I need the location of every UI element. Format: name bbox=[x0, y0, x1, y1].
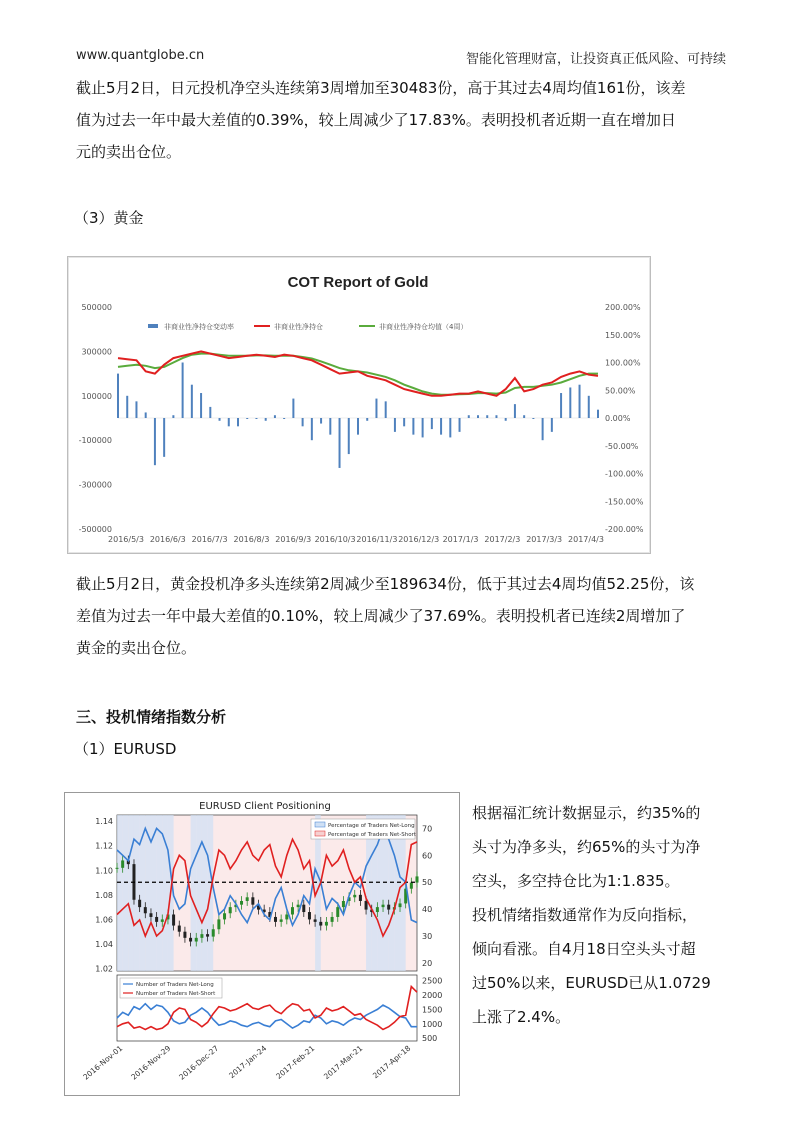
gold-cot-chart bbox=[67, 256, 651, 554]
price-candle bbox=[183, 932, 186, 938]
bar-mark bbox=[255, 418, 257, 419]
bar-mark bbox=[274, 415, 276, 418]
x-tick: 2016-Nov-01 bbox=[81, 1043, 125, 1082]
price-candle bbox=[116, 868, 119, 869]
price-candle bbox=[365, 901, 368, 910]
x-tick: 2017/2/3 bbox=[484, 535, 521, 544]
price-candle bbox=[336, 907, 339, 917]
bar-mark bbox=[357, 418, 359, 435]
long-band bbox=[117, 815, 123, 971]
price-candle bbox=[387, 905, 390, 910]
price-candle bbox=[161, 919, 164, 921]
net-position-line bbox=[118, 351, 598, 395]
pct-tick: 20 bbox=[422, 958, 433, 968]
price-candle bbox=[246, 897, 249, 901]
count-tick: 1500 bbox=[422, 1005, 443, 1015]
x-tick: 2016-Dec-27 bbox=[177, 1043, 221, 1082]
eurusd-chart-svg bbox=[65, 793, 459, 1095]
price-candle bbox=[240, 901, 243, 905]
pct-tick: 40 bbox=[422, 905, 433, 915]
price-candle bbox=[149, 913, 152, 917]
bar-mark bbox=[154, 418, 156, 465]
gold-chart-svg bbox=[68, 257, 648, 551]
gold-line-3: 黄金的卖出仓位。 bbox=[76, 639, 197, 657]
legend-label: Number of Traders Net-Long bbox=[136, 982, 214, 988]
yen-line-1: 截止5月2日，日元投机净空头连续第3周增加至30483份，高于其过去4周均值161份，该差 bbox=[76, 79, 686, 97]
legend-label: 非商业性净持仓 bbox=[274, 323, 323, 331]
price-candle bbox=[353, 895, 356, 897]
price-candle bbox=[410, 883, 413, 889]
bar-mark bbox=[385, 401, 387, 418]
bar-mark bbox=[569, 387, 571, 418]
gold-line-1: 截止5月2日，黄金投机净多头连续第2周减少至189634份，低于其过去4周均值52.25份，该 bbox=[76, 575, 695, 593]
bar-mark bbox=[422, 418, 424, 437]
legend-label: Percentage of Traders Net-Short bbox=[328, 832, 417, 838]
y-right-tick: -200.00% bbox=[605, 525, 644, 534]
bar-mark bbox=[597, 410, 599, 418]
x-tick: 2016/11/3 bbox=[356, 535, 398, 544]
price-candle bbox=[297, 905, 300, 907]
legend-label: 非商业性净持仓变动率 bbox=[164, 323, 234, 331]
price-candle bbox=[359, 895, 362, 901]
bar-mark bbox=[283, 418, 285, 419]
price-candle bbox=[155, 917, 158, 922]
y-right-tick: -50.00% bbox=[605, 441, 639, 451]
eurusd-line-1: 根据福汇统计数据显示，约35%的 bbox=[472, 804, 701, 822]
bar-mark bbox=[366, 418, 368, 421]
price-candle bbox=[308, 912, 311, 919]
y-right-tick: -150.00% bbox=[605, 497, 644, 507]
bar-mark bbox=[237, 418, 239, 426]
eurusd-line-6: 过50%以来，EURUSD已从1.0729 bbox=[472, 974, 711, 992]
eurusd-line-3: 空头，多空持仓比为1:1.835。 bbox=[472, 872, 680, 890]
bar-mark bbox=[145, 412, 147, 418]
section-3-heading: 三、投机情绪指数分析 bbox=[76, 708, 227, 726]
price-candle bbox=[399, 903, 402, 907]
x-tick: 2017-Jan-24 bbox=[227, 1043, 269, 1081]
price-candle bbox=[382, 905, 385, 907]
yen-line-2: 值为过去一年中最大差值的0.39%，较上周减少了17.83%。表明投机者近期一直在增加日 bbox=[76, 111, 676, 129]
price-candle bbox=[138, 900, 141, 907]
price-tick: 1.04 bbox=[95, 939, 113, 949]
price-candle bbox=[314, 919, 317, 921]
bar-mark bbox=[182, 363, 184, 419]
bar-mark bbox=[514, 404, 516, 418]
price-candle bbox=[319, 922, 322, 926]
price-candle bbox=[342, 901, 345, 907]
bar-mark bbox=[403, 418, 405, 426]
count-tick: 500 bbox=[422, 1034, 438, 1044]
price-candle bbox=[376, 907, 379, 912]
bar-mark bbox=[588, 396, 590, 418]
bar-mark bbox=[302, 418, 304, 426]
bar-mark bbox=[486, 415, 488, 418]
bar-mark bbox=[468, 415, 470, 418]
price-candle bbox=[200, 934, 203, 938]
bar-mark bbox=[477, 415, 479, 418]
x-tick: 2017-Mar-21 bbox=[321, 1043, 365, 1082]
pct-tick: 50 bbox=[422, 878, 433, 888]
x-tick: 2016/12/3 bbox=[398, 535, 440, 544]
long-band bbox=[123, 815, 129, 971]
pct-tick: 30 bbox=[422, 932, 433, 942]
bar-mark bbox=[532, 418, 534, 419]
x-tick: 2017-Apr-18 bbox=[370, 1043, 413, 1081]
y-left-tick: -100000 bbox=[78, 436, 112, 446]
long-band bbox=[157, 815, 163, 971]
bar-mark bbox=[126, 396, 128, 418]
chart-title: COT Report of Gold bbox=[287, 274, 429, 291]
eurusd-line-5: 倾向看涨。自4月18日空头头寸超 bbox=[472, 940, 696, 958]
bar-mark bbox=[339, 418, 341, 468]
site-url[interactable]: www.quantglobe.cn bbox=[76, 48, 205, 63]
x-tick: 2016/6/3 bbox=[149, 535, 186, 544]
bar-mark bbox=[505, 418, 507, 421]
bar-mark bbox=[292, 399, 294, 418]
price-candle bbox=[212, 929, 215, 936]
bar-mark bbox=[135, 401, 137, 418]
x-tick: 2017/4/3 bbox=[568, 535, 604, 544]
x-tick: 2016/10/3 bbox=[314, 535, 356, 544]
price-candle bbox=[178, 926, 181, 932]
y-right-tick: -100.00% bbox=[605, 469, 644, 479]
legend-swatch bbox=[315, 822, 325, 827]
price-candle bbox=[195, 938, 198, 942]
eurusd-line-2: 头寸为净多头，约65%的头寸为净 bbox=[472, 838, 701, 856]
x-tick: 2017/1/3 bbox=[442, 535, 479, 544]
bar-mark bbox=[431, 418, 433, 429]
price-candle bbox=[274, 917, 277, 922]
count-tick: 2500 bbox=[422, 976, 443, 986]
legend-swatch bbox=[148, 324, 158, 328]
legend-label: 非商业性净持仓均值（4周） bbox=[379, 323, 468, 331]
bar-mark bbox=[163, 418, 165, 457]
bar-mark bbox=[542, 418, 544, 440]
price-candle bbox=[251, 897, 254, 904]
price-candle bbox=[280, 919, 283, 921]
long-band bbox=[202, 815, 208, 971]
y-left-tick: 500000 bbox=[81, 303, 112, 312]
bar-mark bbox=[579, 385, 581, 418]
price-candle bbox=[285, 914, 288, 919]
eurusd-line-4: 投机情绪指数通常作为反向指标， bbox=[472, 906, 698, 924]
x-tick: 2016/7/3 bbox=[191, 535, 228, 544]
pct-tick: 60 bbox=[422, 851, 433, 861]
price-candle bbox=[172, 914, 175, 925]
eurusd-positioning-chart bbox=[64, 792, 460, 1096]
price-candle bbox=[223, 913, 226, 919]
price-candle bbox=[229, 907, 232, 913]
x-tick: 2016/5/3 bbox=[108, 535, 144, 544]
long-band bbox=[196, 815, 202, 971]
bar-mark bbox=[311, 418, 313, 440]
bar-mark bbox=[228, 418, 230, 426]
bar-mark bbox=[440, 418, 442, 435]
yen-line-3: 元的卖出仓位。 bbox=[76, 143, 182, 161]
bar-mark bbox=[200, 393, 202, 418]
pct-tick: 70 bbox=[422, 824, 433, 834]
x-tick: 2017-Feb-21 bbox=[274, 1043, 317, 1081]
long-band bbox=[191, 815, 197, 971]
bar-mark bbox=[375, 399, 377, 418]
price-tick: 1.06 bbox=[95, 915, 113, 925]
bar-mark bbox=[191, 385, 193, 418]
x-tick: 2017/3/3 bbox=[526, 535, 563, 544]
bar-mark bbox=[348, 418, 350, 454]
bar-mark bbox=[117, 374, 119, 418]
y-left-tick: 100000 bbox=[81, 391, 112, 401]
y-right-tick: 150.00% bbox=[605, 330, 641, 340]
avg-line bbox=[118, 354, 598, 395]
bar-mark bbox=[523, 415, 525, 418]
count-tick: 1000 bbox=[422, 1019, 443, 1029]
bar-mark bbox=[246, 418, 248, 419]
legend-label: Number of Traders Net-Short bbox=[136, 991, 216, 997]
legend-swatch bbox=[315, 831, 325, 836]
price-candle bbox=[302, 905, 305, 912]
bar-mark bbox=[412, 418, 414, 435]
count-tick: 2000 bbox=[422, 991, 443, 1001]
bar-mark bbox=[449, 418, 451, 437]
bar-mark bbox=[209, 407, 211, 418]
eurusd-heading: （1）EURUSD bbox=[74, 740, 177, 758]
price-tick: 1.14 bbox=[95, 817, 113, 827]
price-tick: 1.02 bbox=[95, 964, 113, 974]
gold-line-2: 差值为过去一年中最大差值的0.10%，较上周减少了37.69%。表明投机者已连续2周增加了 bbox=[76, 607, 686, 625]
y-left-tick: -500000 bbox=[78, 525, 112, 534]
bar-mark bbox=[219, 418, 221, 421]
x-tick: 2016/9/3 bbox=[275, 535, 312, 544]
bar-mark bbox=[495, 415, 497, 418]
legend-label: Percentage of Traders Net-Long bbox=[328, 823, 415, 829]
gold-paragraph bbox=[76, 568, 726, 664]
price-candle bbox=[291, 907, 294, 914]
price-candle bbox=[325, 922, 328, 926]
price-candle bbox=[416, 876, 419, 882]
price-tick: 1.12 bbox=[95, 841, 113, 851]
bar-mark bbox=[551, 418, 553, 432]
price-candle bbox=[206, 934, 209, 936]
gold-heading: （3）黄金 bbox=[74, 209, 144, 227]
price-candle bbox=[217, 919, 220, 929]
bar-mark bbox=[265, 418, 267, 421]
y-right-tick: 50.00% bbox=[605, 386, 636, 396]
x-tick: 2016-Nov-29 bbox=[129, 1043, 173, 1082]
price-candle bbox=[189, 938, 192, 942]
y-left-tick: 300000 bbox=[81, 347, 112, 357]
y-right-tick: 0.00% bbox=[605, 414, 631, 423]
price-tick: 1.10 bbox=[95, 866, 113, 876]
chart-title: EURUSD Client Positioning bbox=[199, 801, 331, 812]
price-tick: 1.08 bbox=[95, 890, 113, 900]
y-right-tick: 100.00% bbox=[605, 358, 641, 368]
price-candle bbox=[331, 917, 334, 922]
y-left-tick: -300000 bbox=[78, 480, 112, 490]
price-candle bbox=[121, 860, 124, 867]
bar-mark bbox=[329, 418, 331, 435]
bar-mark bbox=[172, 415, 174, 418]
eurusd-commentary bbox=[472, 796, 732, 1034]
x-tick: 2016/8/3 bbox=[233, 535, 270, 544]
price-candle bbox=[144, 907, 147, 913]
eurusd-line-7: 上涨了2.4%。 bbox=[472, 1008, 571, 1026]
bar-mark bbox=[320, 418, 322, 424]
y-right-tick: 200.00% bbox=[605, 303, 641, 312]
slogan: 智能化管理财富，让投资真正低风险、可持续 bbox=[465, 52, 726, 67]
yen-paragraph bbox=[76, 72, 726, 168]
bar-mark bbox=[459, 418, 461, 432]
bar-mark bbox=[394, 418, 396, 432]
bar-mark bbox=[560, 393, 562, 418]
